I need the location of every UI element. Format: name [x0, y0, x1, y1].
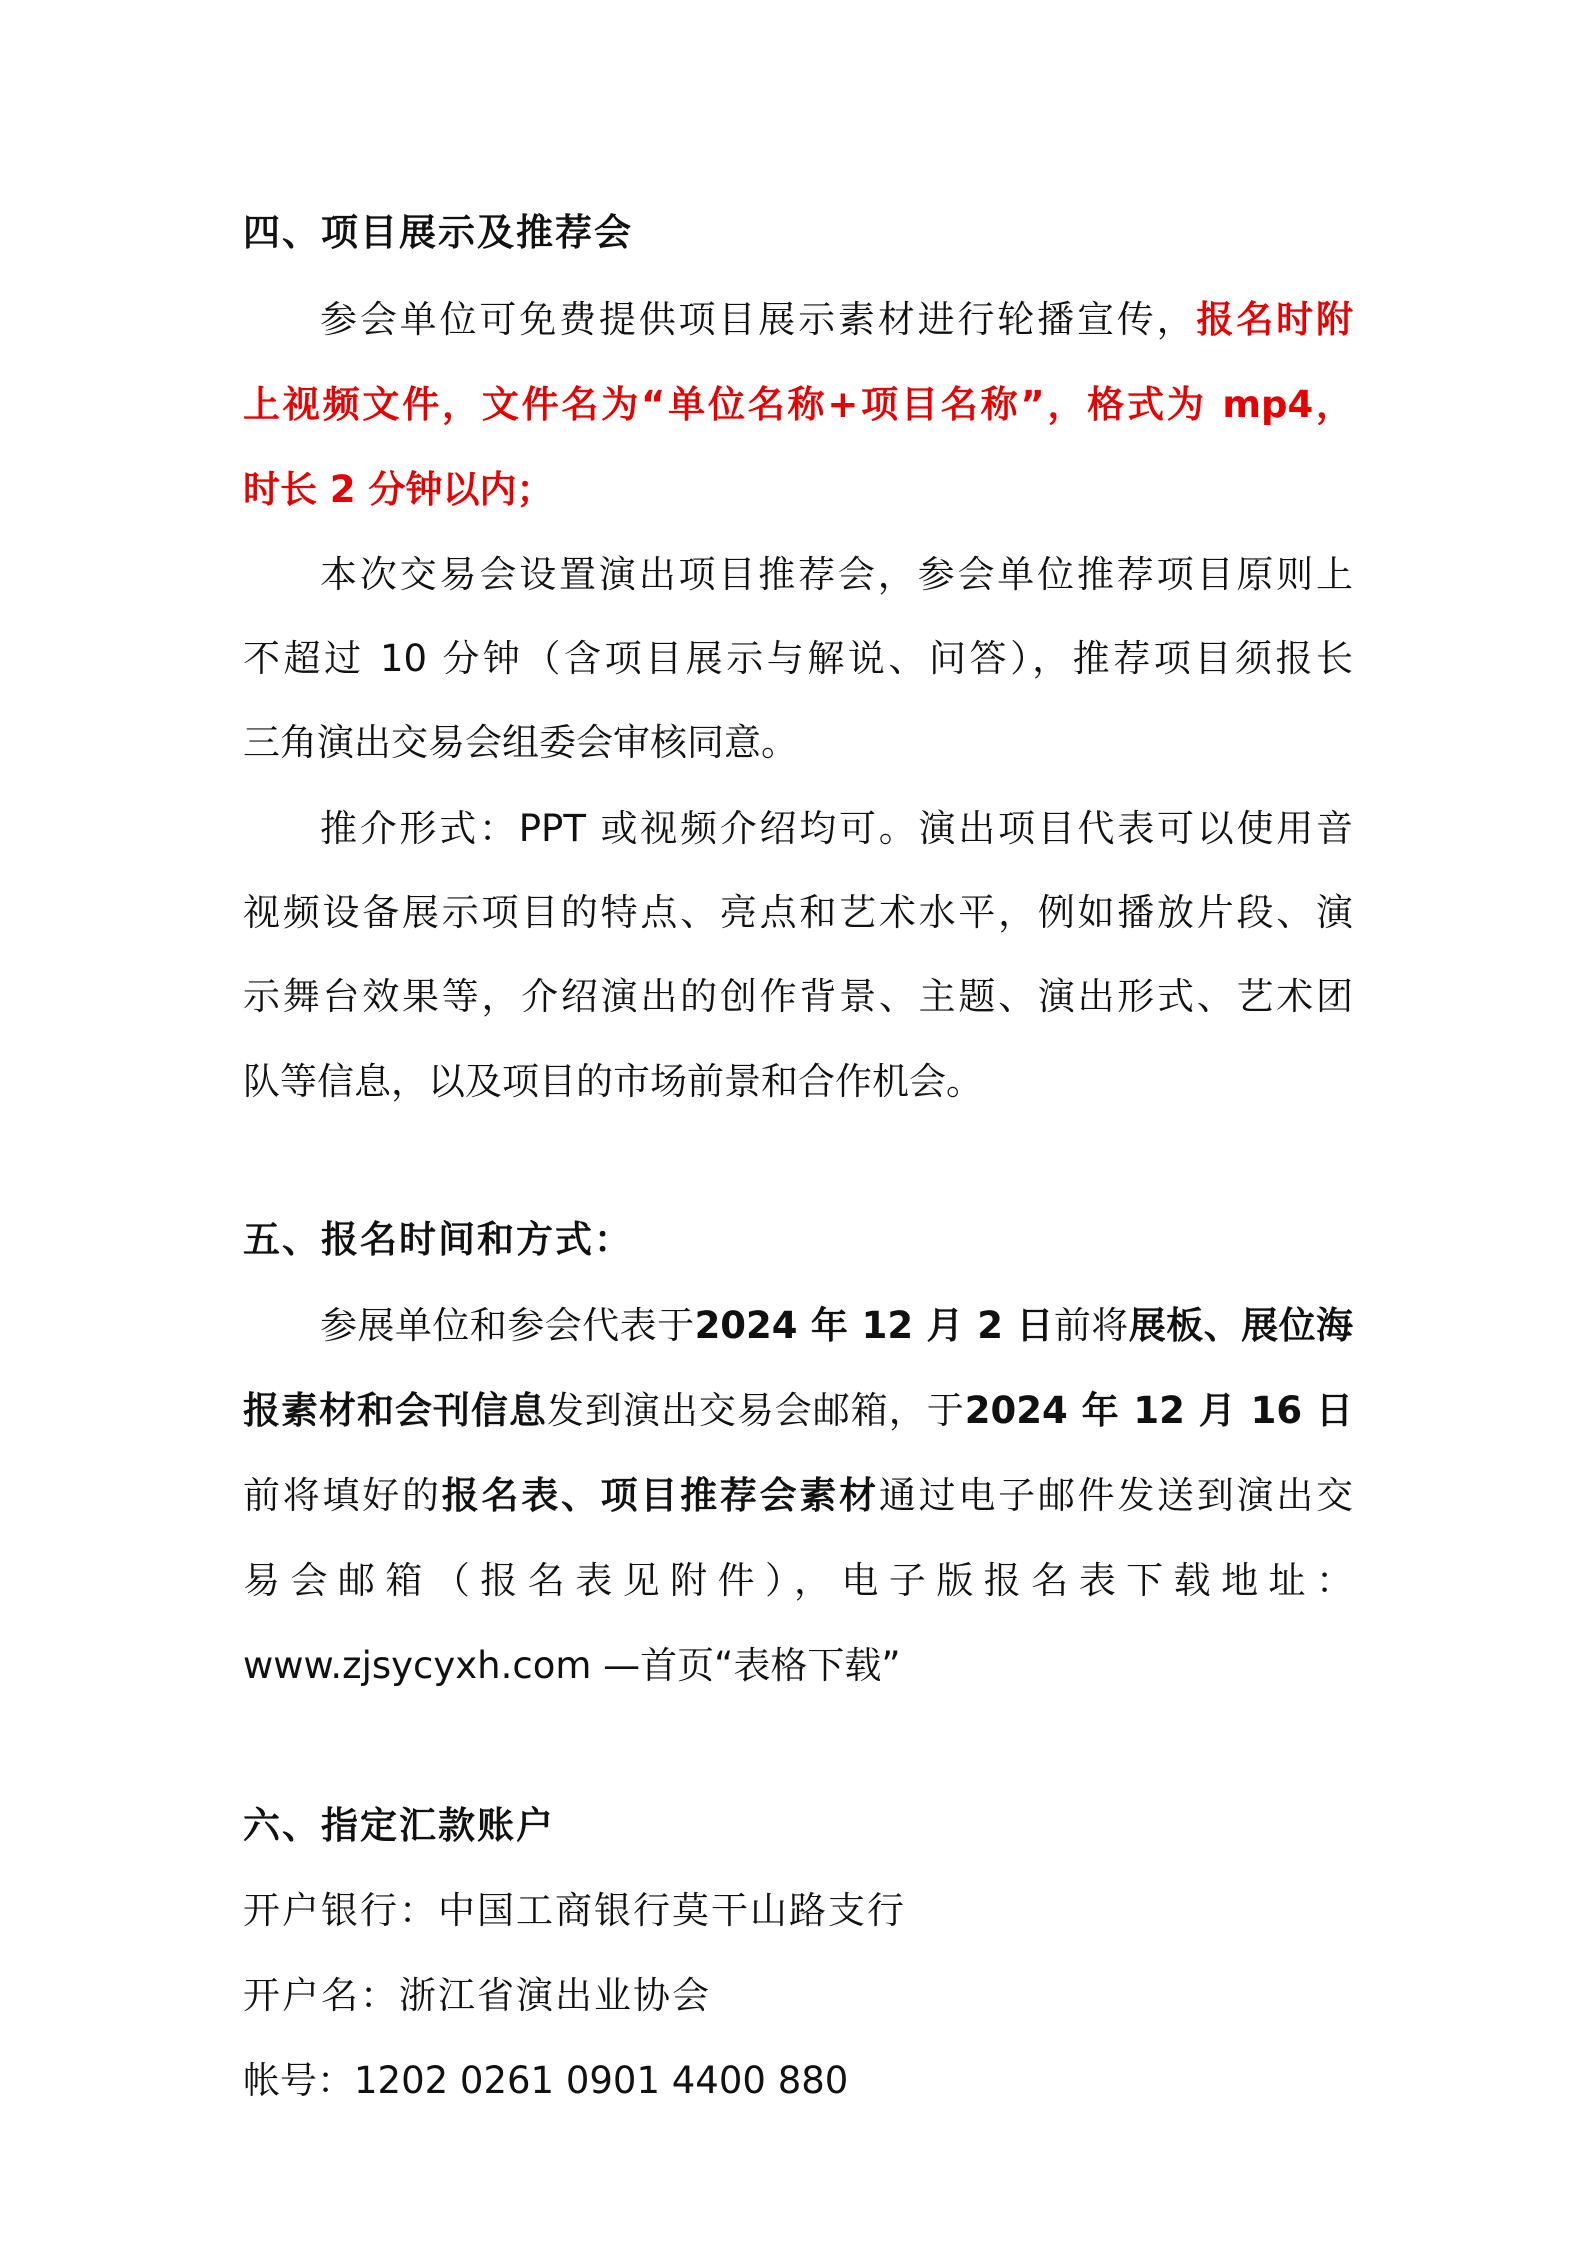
- s4-p2-line-1: 本次交易会设置演出项目推荐会，参会单位推荐项目原则上: [320, 553, 1353, 596]
- s5-p1-line-1: [320, 1304, 1353, 1348]
- s4-p2-line-3: 三角演出交易会组委会审核同意。: [243, 721, 798, 764]
- account-number: 帐号：1202 0261 0901 4400 880: [243, 2059, 849, 2102]
- bank-name: 开户银行：中国工商银行莫干山路支行: [243, 1889, 906, 1932]
- s4-p1-line-3: 时长 2 分钟以内；: [243, 468, 554, 511]
- section-6-heading: 六、指定汇款账户: [243, 1804, 555, 1847]
- s5-date-deadline-2: 2024 年 12 月 16 日: [964, 1389, 1353, 1432]
- s5-text-before: 前将: [1053, 1304, 1129, 1347]
- s5-text-via-email: 通过电子邮件发送到演出交: [878, 1474, 1354, 1517]
- s4-p3-line-2: 视频设备展示项目的特点、亮点和艺术水平，例如播放片段、演: [243, 891, 1353, 934]
- s5-bold-materials-1: 展板、展位海: [1128, 1304, 1354, 1347]
- account-name: 开户名：浙江省演出业协会: [243, 1974, 711, 2017]
- s5-p1-line-4: 易会邮箱（报名表见附件），电子版报名表下载地址：: [243, 1559, 1353, 1602]
- s4-p3-line-1: 推介形式：PPT 或视频介绍均可。演出项目代表可以使用音: [320, 807, 1353, 850]
- s5-date-deadline-1: 2024 年 12 月 2 日: [694, 1304, 1054, 1347]
- s5-download-url: www.zjsycyxh.com —首页“表格下载”: [243, 1644, 901, 1687]
- s4-p1-line-1: [320, 298, 1353, 342]
- s4-p1-normal-text: 参会单位可免费提供项目展示素材进行轮播宣传，: [320, 298, 1197, 341]
- s4-p1-line-2: 上视频文件，文件名为“单位名称+项目名称”，格式为 mp4，: [243, 383, 1353, 426]
- s5-p1-line-2: [243, 1389, 1353, 1433]
- s5-bold-materials-2: 报素材和会刊信息: [243, 1389, 547, 1432]
- s5-p1-line-3: [243, 1474, 1353, 1518]
- s4-p3-line-3: 示舞台效果等，介绍演出的创作背景、主题、演出形式、艺术团: [243, 975, 1353, 1018]
- s5-bold-forms: 报名表、项目推荐会素材: [441, 1474, 879, 1517]
- s4-p3-line-4: 队等信息，以及项目的市场前景和合作机会。: [243, 1060, 983, 1103]
- s5-text-before-filled: 前将填好的: [243, 1474, 442, 1517]
- section-4-heading: 四、项目展示及推荐会: [243, 211, 633, 254]
- s5-text-participants: 参展单位和参会代表于: [320, 1304, 695, 1347]
- s4-p2-line-2: 不超过 10 分钟（含项目展示与解说、问答），推荐项目须报长: [243, 637, 1353, 680]
- s4-p1-red-text: 报名时附: [1196, 298, 1354, 341]
- s5-text-send-mailbox: 发到演出交易会邮箱，于: [546, 1389, 965, 1432]
- section-5-heading: 五、报名时间和方式：: [243, 1218, 633, 1261]
